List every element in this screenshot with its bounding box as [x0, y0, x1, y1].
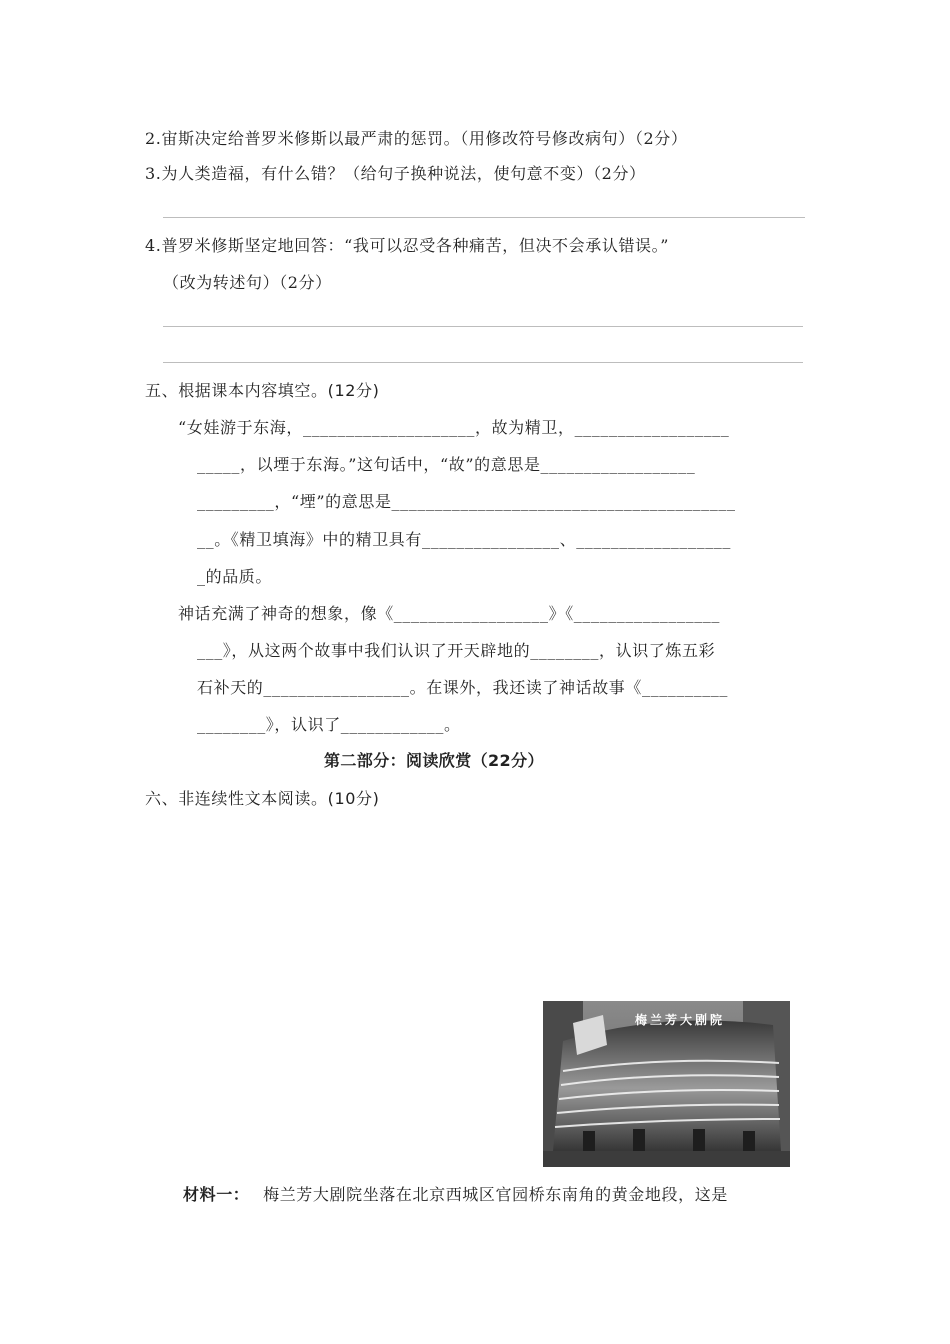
theatre-sign: 梅兰芳大剧院: [635, 1013, 726, 1027]
question-3: 3.为人类造福，有什么错？（给句子换种说法，使句意不变）（2分）: [145, 164, 646, 183]
question-2: 2.宙斯决定给普罗米修斯以最严肃的惩罚。（用修改符号修改病句）（2分）: [145, 129, 688, 148]
fill-line: _________，“堙”的意思是________________________________________: [197, 492, 736, 511]
fill-line: ___》，从这两个故事中我们认识了开天辟地的________，认识了炼五彩: [197, 641, 716, 660]
question-4-instruction: （改为转述句）（2分）: [163, 273, 332, 292]
fill-line: “女娃游于东海，____________________，故为精卫，__________________: [178, 418, 730, 437]
part-2-title: 第二部分：阅读欣赏（22分）: [324, 751, 544, 770]
section-5-title: 五、根据课本内容填空。(12分): [145, 381, 380, 400]
fill-line: 石补天的_________________。在课外，我还读了神话故事《__________: [197, 678, 729, 697]
material-1-label: 材料一：: [183, 1185, 250, 1204]
theatre-photo: [543, 1001, 790, 1167]
question-4: 4.普罗米修斯坚定地回答：“我可以忍受各种痛苦，但决不会承认错误。”: [145, 236, 670, 255]
answer-line: [163, 362, 803, 363]
material-1: [183, 1184, 728, 1206]
fill-line: 神话充满了神奇的想象，像《__________________》《_________________: [178, 604, 720, 623]
fill-line: _____，以堙于东海。”这句话中，“故”的意思是__________________: [197, 455, 696, 474]
section-6-title: 六、非连续性文本阅读。(10分): [145, 789, 380, 808]
fill-line: ________》，认识了____________。: [197, 715, 461, 734]
material-1-text: 梅兰芳大剧院坐落在北京西城区官园桥东南角的黄金地段，这是: [263, 1185, 728, 1204]
answer-line: [163, 217, 805, 218]
answer-line: [163, 326, 803, 327]
fill-line: _的品质。: [197, 567, 273, 586]
fill-line: __。《精卫填海》中的精卫具有________________、__________________: [197, 530, 731, 549]
